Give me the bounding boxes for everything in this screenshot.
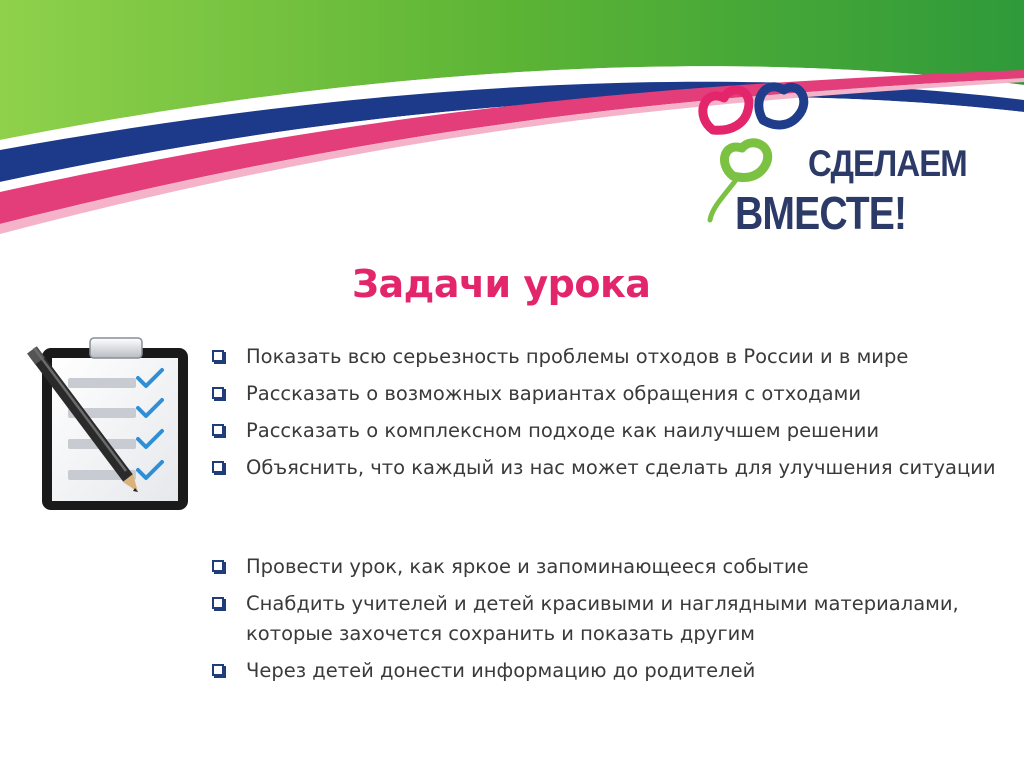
logo-text-line2: ВМЕСТЕ! [735,187,907,239]
list-item-text: Рассказать о комплексном подходе как наилучшем решении [246,419,880,442]
list-item [208,656,1024,686]
clipboard-checklist-icon [22,328,197,518]
list-item [208,552,1024,582]
list-item-text: Снабдить учителей и детей красивыми и наглядными материалами, которые захочется сохранить и показать другим [246,592,959,645]
list-item-text: Провести урок, как яркое и запоминающееся событие [246,555,809,578]
list-item [208,416,996,446]
checkbox-bullet-icon [212,664,224,676]
task-list-primary [208,342,996,490]
page-title: Задачи урока [352,262,651,306]
task-list-secondary [208,552,1024,693]
checkbox-bullet-icon [212,350,224,362]
checkbox-bullet-icon [212,424,224,436]
checkbox-bullet-icon [212,387,224,399]
checkbox-bullet-icon [212,560,224,572]
checkbox-bullet-icon [212,461,224,473]
list-item [208,379,996,409]
list-item-text: Объяснить, что каждый из нас может сделать для улучшения ситуации [246,456,996,479]
list-item [208,589,1024,649]
list-item [208,453,996,483]
list-item-text: Показать всю серьезность проблемы отходов в России и в мире [246,345,909,368]
list-item-text: Рассказать о возможных вариантах обращения с отходами [246,382,861,405]
logo-text-line1: СДЕЛАЕМ [808,143,967,184]
checkbox-bullet-icon [212,597,224,609]
list-item [208,342,996,372]
list-item-text: Через детей донести информацию до родителей [246,659,756,682]
